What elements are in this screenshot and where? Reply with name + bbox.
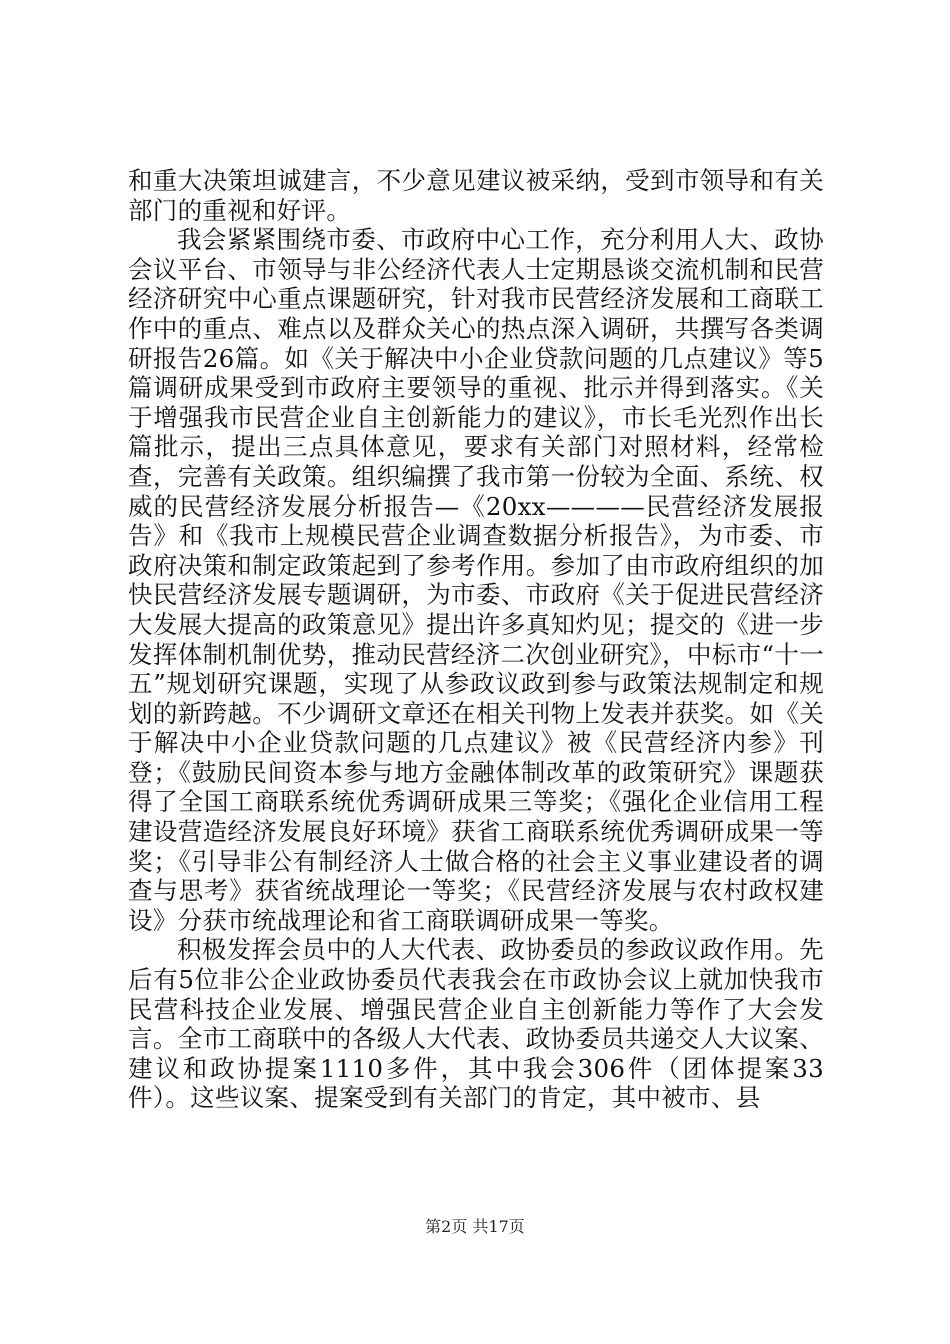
paragraph-deputies-proposals: 积极发挥会员中的人大代表、政协委员的参政议政作用。先后有5位非公企业政协委员代表我会在市政协会议上就加快我市民营科技企业发展、增强民营企业自主创新能力等作了大会发言。全市工商联中的各级人大代表、政协委员共递交人大议案、建议和政协提案1110多件，其中我会306件（团体提案33件）。这些议案、提案受到有关部门的肯定，其中被市、县 (128, 935, 824, 1113)
page-number-footer: 第2页 共17页 (425, 1217, 525, 1236)
paragraph-research-reports: 我会紧紧围绕市委、市政府中心工作，充分利用人大、政协会议平台、市领导与非公经济代表人士定期恳谈交流机制和民营经济研究中心重点课题研究，针对我市民营经济发展和工商联工作中的重点、难点以及群众关心的热点深入调研，共撰写各类调研报告26篇。如《关于解决中小企业贷款问题的几点建议》等5篇调研成果受到市政府主要领导的重视、批示并得到落实。《关于增强我市民营企业自主创新能力的建议》，市长毛光烈作出长篇批示，提出三点具体意见，要求有关部门对照材料，经常检查，完善有关政策。组织编撰了我市第一份较为全面、系统、权威的民营经济发展分析报告—《20xx————民营经济发展报告》和《我市上规模民营企业调查数据分析报告》，为市委、市政府决策和制定政策起到了参考作用。参加了由市政府组织的加快民营经济发展专题调研，为市委、市政府《关于促进民营经济大发展大提高的政策意见》提出许多真知灼见；提交的《进一步发挥体制机制优势，推动民营经济二次创业研究》，中标市“十一五”规划研究课题，实现了从参政议政到参与政策法规制定和规划的新跨越。不少调研文章还在相关刊物上发表并获奖。如《关于解决中小企业贷款问题的几点建议》被《民营经济内参》刊登；《鼓励民间资本参与地方金融体制改革的政策研究》课题获得了全国工商联系统优秀调研成果三等奖；《强化企业信用工程建设营造经济发展良好环境》获省工商联系统优秀调研成果一等奖；《引导非公有制经济人士做合格的社会主义事业建设者的调查与思考》获省统战理论一等奖；《民营经济发展与农村政权建设》分获市统战理论和省工商联调研成果一等奖。 (128, 225, 824, 935)
document-body (128, 166, 824, 1113)
paragraph-continuation: 和重大决策坦诚建言，不少意见建议被采纳，受到市领导和有关部门的重视和好评。 (128, 166, 824, 225)
